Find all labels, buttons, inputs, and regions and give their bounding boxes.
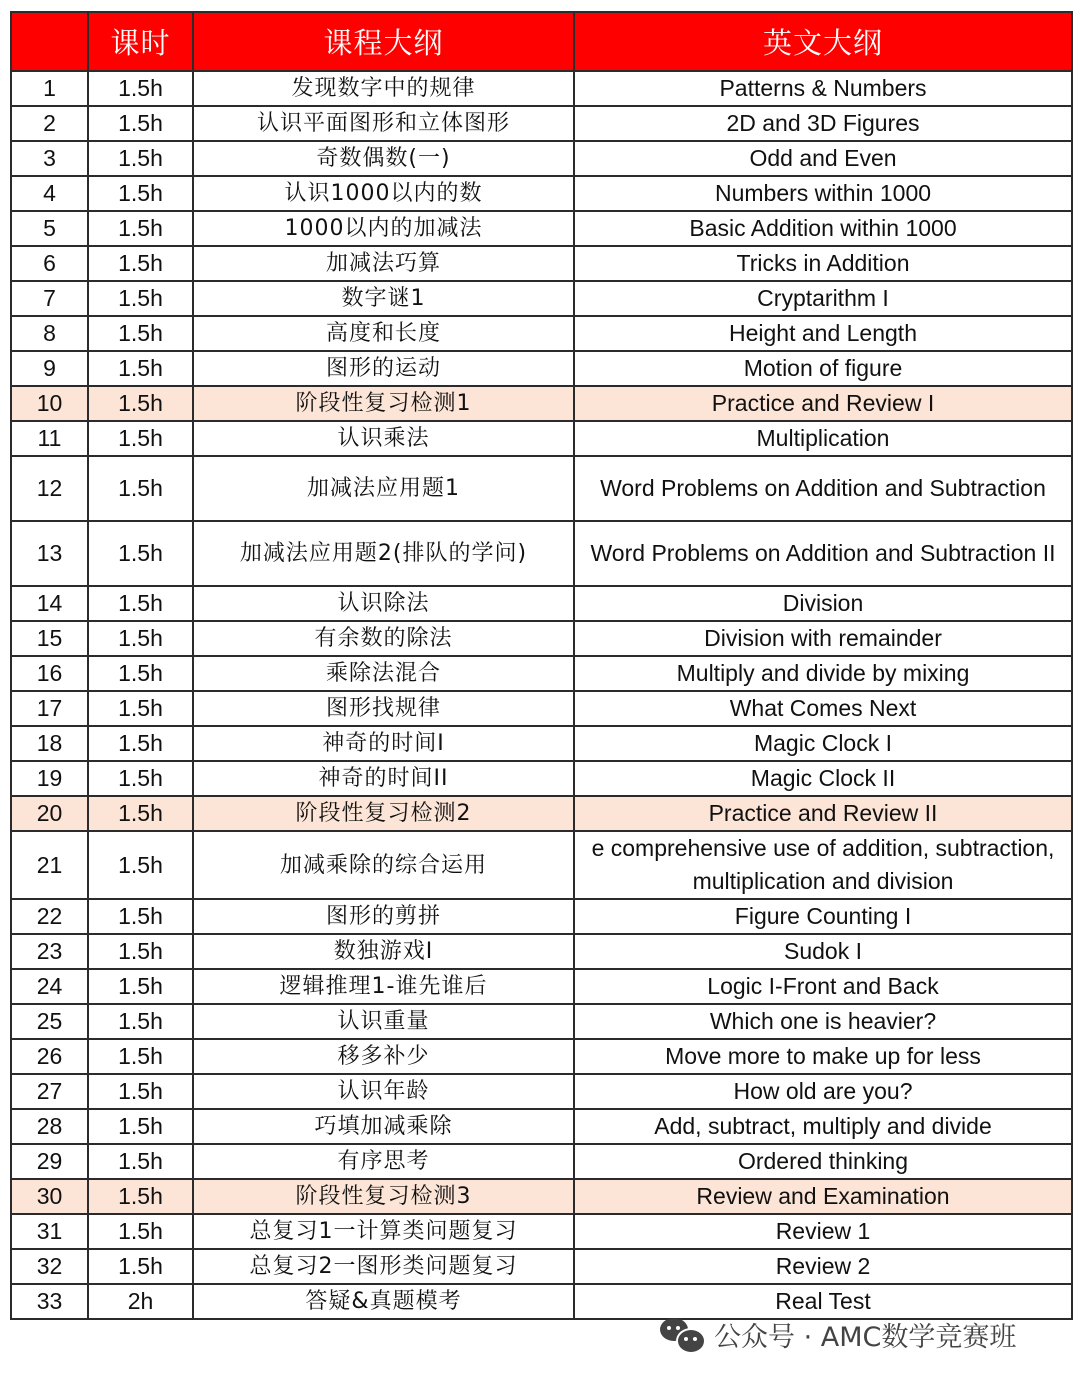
- watermark: [660, 1314, 1016, 1354]
- header-row: [11, 12, 1072, 71]
- class-hours-cell: 1.5h: [88, 141, 193, 176]
- table-row: [11, 1179, 1072, 1214]
- lesson-number-cell: 4: [11, 176, 88, 211]
- table-row: [11, 1074, 1072, 1109]
- lesson-number-cell: 15: [11, 621, 88, 656]
- chinese-outline-cell: 总复习1一计算类问题复习: [193, 1214, 574, 1249]
- english-outline-cell: How old are you?: [574, 1074, 1072, 1109]
- lesson-number-cell: 21: [11, 831, 88, 899]
- class-hours-cell: 1.5h: [88, 1144, 193, 1179]
- english-outline-cell: Magic Clock I: [574, 726, 1072, 761]
- class-hours-cell: 1.5h: [88, 656, 193, 691]
- chinese-outline-cell: 认识1000以内的数: [193, 176, 574, 211]
- chinese-outline-cell: 图形找规律: [193, 691, 574, 726]
- english-outline-cell: Add, subtract, multiply and divide: [574, 1109, 1072, 1144]
- lesson-number-cell: 5: [11, 211, 88, 246]
- english-outline-cell: Review 1: [574, 1214, 1072, 1249]
- class-hours-cell: 1.5h: [88, 281, 193, 316]
- table-row: [11, 1039, 1072, 1074]
- table-row: [11, 521, 1072, 586]
- chinese-outline-cell: 图形的剪拼: [193, 899, 574, 934]
- lesson-number-cell: 11: [11, 421, 88, 456]
- chinese-outline-cell: 图形的运动: [193, 351, 574, 386]
- table-row: [11, 316, 1072, 351]
- table-row: [11, 351, 1072, 386]
- english-outline-cell: Magic Clock II: [574, 761, 1072, 796]
- header-lesson-number: [11, 12, 88, 71]
- table-row: [11, 621, 1072, 656]
- english-outline-cell: Odd and Even: [574, 141, 1072, 176]
- table-body: [11, 71, 1072, 1319]
- lesson-number-cell: 7: [11, 281, 88, 316]
- class-hours-cell: 1.5h: [88, 1004, 193, 1039]
- class-hours-cell: 1.5h: [88, 1179, 193, 1214]
- chinese-outline-cell: 移多补少: [193, 1039, 574, 1074]
- class-hours-cell: 1.5h: [88, 386, 193, 421]
- class-hours-cell: 1.5h: [88, 211, 193, 246]
- table-row: [11, 969, 1072, 1004]
- class-hours-cell: 1.5h: [88, 421, 193, 456]
- english-outline-cell: Word Problems on Addition and Subtraction: [574, 456, 1072, 521]
- english-outline-cell: Multiply and divide by mixing: [574, 656, 1072, 691]
- class-hours-cell: 1.5h: [88, 316, 193, 351]
- table-row: [11, 656, 1072, 691]
- chinese-outline-cell: 认识年龄: [193, 1074, 574, 1109]
- table-row: [11, 1249, 1072, 1284]
- chinese-outline-cell: 数独游戏I: [193, 934, 574, 969]
- lesson-number-cell: 33: [11, 1284, 88, 1319]
- class-hours-cell: 1.5h: [88, 521, 193, 586]
- chinese-outline-cell: 认识除法: [193, 586, 574, 621]
- chinese-outline-cell: 1000以内的加减法: [193, 211, 574, 246]
- english-outline-cell: Practice and Review I: [574, 386, 1072, 421]
- lesson-number-cell: 12: [11, 456, 88, 521]
- english-outline-cell: Cryptarithm I: [574, 281, 1072, 316]
- class-hours-cell: 1.5h: [88, 1039, 193, 1074]
- table-row: [11, 796, 1072, 831]
- course-syllabus-table: [10, 11, 1073, 1320]
- english-outline-cell: Sudok I: [574, 934, 1072, 969]
- class-hours-cell: 1.5h: [88, 246, 193, 281]
- class-hours-cell: 1.5h: [88, 71, 193, 106]
- chinese-outline-cell: 加减乘除的综合运用: [193, 831, 574, 899]
- english-outline-cell: Multiplication: [574, 421, 1072, 456]
- header-course-outline-en: 英文大纲: [574, 12, 1072, 71]
- chinese-outline-cell: 数字谜1: [193, 281, 574, 316]
- class-hours-cell: 1.5h: [88, 691, 193, 726]
- chinese-outline-cell: 有余数的除法: [193, 621, 574, 656]
- english-outline-cell: Height and Length: [574, 316, 1072, 351]
- lesson-number-cell: 19: [11, 761, 88, 796]
- english-outline-cell: Move more to make up for less: [574, 1039, 1072, 1074]
- lesson-number-cell: 16: [11, 656, 88, 691]
- english-outline-cell: Motion of figure: [574, 351, 1072, 386]
- table-row: [11, 934, 1072, 969]
- chinese-outline-cell: 认识重量: [193, 1004, 574, 1039]
- class-hours-cell: 1.5h: [88, 456, 193, 521]
- english-outline-cell: Logic I-Front and Back: [574, 969, 1072, 1004]
- english-outline-cell: e comprehensive use of addition, subtraction, multiplication and division: [574, 831, 1072, 899]
- chinese-outline-cell: 奇数偶数(一): [193, 141, 574, 176]
- lesson-number-cell: 6: [11, 246, 88, 281]
- lesson-number-cell: 1: [11, 71, 88, 106]
- table-row: [11, 1109, 1072, 1144]
- english-outline-cell: Real Test: [574, 1284, 1072, 1319]
- table-row: [11, 211, 1072, 246]
- table-row: [11, 246, 1072, 281]
- chinese-outline-cell: 有序思考: [193, 1144, 574, 1179]
- english-outline-cell: Division with remainder: [574, 621, 1072, 656]
- lesson-number-cell: 31: [11, 1214, 88, 1249]
- class-hours-cell: 1.5h: [88, 1074, 193, 1109]
- english-outline-cell: Which one is heavier?: [574, 1004, 1072, 1039]
- lesson-number-cell: 13: [11, 521, 88, 586]
- class-hours-cell: 1.5h: [88, 106, 193, 141]
- lesson-number-cell: 18: [11, 726, 88, 761]
- class-hours-cell: 1.5h: [88, 899, 193, 934]
- class-hours-cell: 1.5h: [88, 1214, 193, 1249]
- table-row: [11, 141, 1072, 176]
- table-row: [11, 176, 1072, 211]
- lesson-number-cell: 2: [11, 106, 88, 141]
- lesson-number-cell: 27: [11, 1074, 88, 1109]
- chinese-outline-cell: 神奇的时间II: [193, 761, 574, 796]
- english-outline-cell: Patterns & Numbers: [574, 71, 1072, 106]
- lesson-number-cell: 8: [11, 316, 88, 351]
- table-row: [11, 691, 1072, 726]
- class-hours-cell: 1.5h: [88, 176, 193, 211]
- english-outline-cell: Review and Examination: [574, 1179, 1072, 1214]
- chinese-outline-cell: 认识乘法: [193, 421, 574, 456]
- header-class-hours: 课时: [88, 12, 193, 71]
- chinese-outline-cell: 总复习2一图形类问题复习: [193, 1249, 574, 1284]
- english-outline-cell: Ordered thinking: [574, 1144, 1072, 1179]
- class-hours-cell: 1.5h: [88, 586, 193, 621]
- chinese-outline-cell: 高度和长度: [193, 316, 574, 351]
- table-row: [11, 899, 1072, 934]
- table-row: [11, 1004, 1072, 1039]
- class-hours-cell: 1.5h: [88, 621, 193, 656]
- class-hours-cell: 1.5h: [88, 831, 193, 899]
- lesson-number-cell: 24: [11, 969, 88, 1004]
- chinese-outline-cell: 阶段性复习检测3: [193, 1179, 574, 1214]
- watermark-text: 公众号 · AMC数学竞赛班: [714, 1321, 1017, 1353]
- lesson-number-cell: 32: [11, 1249, 88, 1284]
- english-outline-cell: Word Problems on Addition and Subtraction II: [574, 521, 1072, 586]
- chinese-outline-cell: 阶段性复习检测1: [193, 386, 574, 421]
- english-outline-cell: Tricks in Addition: [574, 246, 1072, 281]
- lesson-number-cell: 17: [11, 691, 88, 726]
- wechat-icon: [660, 1316, 704, 1352]
- english-outline-cell: 2D and 3D Figures: [574, 106, 1072, 141]
- lesson-number-cell: 10: [11, 386, 88, 421]
- class-hours-cell: 1.5h: [88, 796, 193, 831]
- lesson-number-cell: 30: [11, 1179, 88, 1214]
- chinese-outline-cell: 乘除法混合: [193, 656, 574, 691]
- class-hours-cell: 1.5h: [88, 726, 193, 761]
- lesson-number-cell: 26: [11, 1039, 88, 1074]
- english-outline-cell: Review 2: [574, 1249, 1072, 1284]
- english-outline-cell: Basic Addition within 1000: [574, 211, 1072, 246]
- chinese-outline-cell: 逻辑推理1-谁先谁后: [193, 969, 574, 1004]
- lesson-number-cell: 3: [11, 141, 88, 176]
- table-row: [11, 71, 1072, 106]
- table-row: [11, 761, 1072, 796]
- lesson-number-cell: 14: [11, 586, 88, 621]
- chinese-outline-cell: 加减法应用题1: [193, 456, 574, 521]
- lesson-number-cell: 20: [11, 796, 88, 831]
- lesson-number-cell: 25: [11, 1004, 88, 1039]
- chinese-outline-cell: 阶段性复习检测2: [193, 796, 574, 831]
- table-row: [11, 386, 1072, 421]
- english-outline-cell: Numbers within 1000: [574, 176, 1072, 211]
- class-hours-cell: 1.5h: [88, 969, 193, 1004]
- chinese-outline-cell: 神奇的时间I: [193, 726, 574, 761]
- lesson-number-cell: 9: [11, 351, 88, 386]
- table-row: [11, 1214, 1072, 1249]
- table-row: [11, 586, 1072, 621]
- table-row: [11, 421, 1072, 456]
- table-row: [11, 456, 1072, 521]
- chinese-outline-cell: 加减法巧算: [193, 246, 574, 281]
- chinese-outline-cell: 发现数字中的规律: [193, 71, 574, 106]
- english-outline-cell: Division: [574, 586, 1072, 621]
- chinese-outline-cell: 巧填加减乘除: [193, 1109, 574, 1144]
- header-course-outline-cn: 课程大纲: [193, 12, 574, 71]
- table-row: [11, 106, 1072, 141]
- english-outline-cell: Practice and Review II: [574, 796, 1072, 831]
- lesson-number-cell: 29: [11, 1144, 88, 1179]
- class-hours-cell: 2h: [88, 1284, 193, 1319]
- class-hours-cell: 1.5h: [88, 934, 193, 969]
- table-row: [11, 726, 1072, 761]
- chinese-outline-cell: 认识平面图形和立体图形: [193, 106, 574, 141]
- class-hours-cell: 1.5h: [88, 1109, 193, 1144]
- class-hours-cell: 1.5h: [88, 351, 193, 386]
- english-outline-cell: What Comes Next: [574, 691, 1072, 726]
- lesson-number-cell: 22: [11, 899, 88, 934]
- table-row: [11, 281, 1072, 316]
- table-row: [11, 1284, 1072, 1319]
- table-row: [11, 1144, 1072, 1179]
- chinese-outline-cell: 加减法应用题2(排队的学问): [193, 521, 574, 586]
- class-hours-cell: 1.5h: [88, 761, 193, 796]
- lesson-number-cell: 23: [11, 934, 88, 969]
- lesson-number-cell: 28: [11, 1109, 88, 1144]
- class-hours-cell: 1.5h: [88, 1249, 193, 1284]
- chinese-outline-cell: 答疑&真题模考: [193, 1284, 574, 1319]
- table-row: [11, 831, 1072, 899]
- english-outline-cell: Figure Counting I: [574, 899, 1072, 934]
